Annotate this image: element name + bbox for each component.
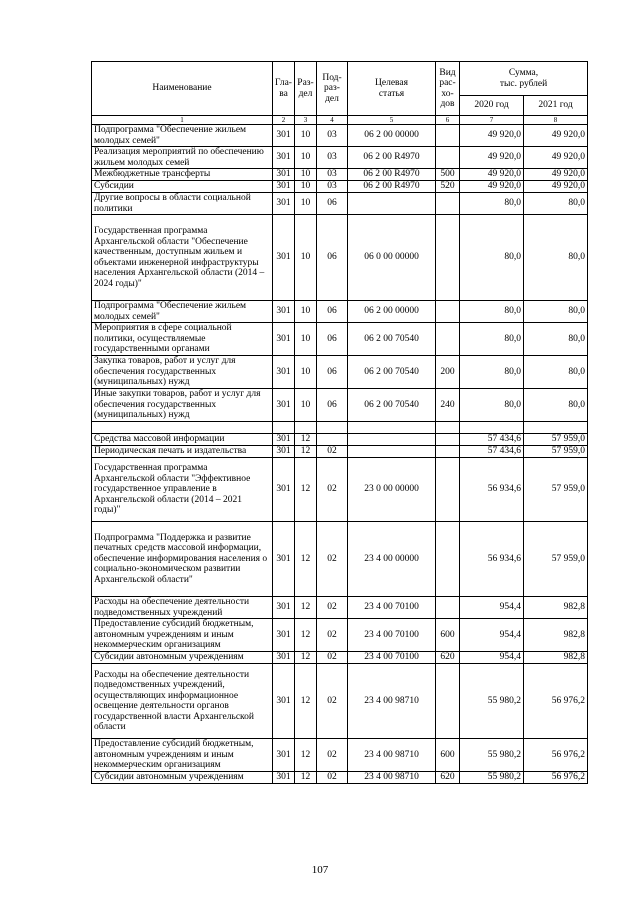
header-target: Целевая статья — [348, 62, 436, 116]
cell-target: 23 4 00 70100 — [348, 597, 436, 619]
table-row — [92, 215, 588, 301]
cell-glava: 301 — [273, 301, 295, 323]
cell-sum-2020: 49 920,0 — [460, 125, 524, 147]
column-number: 3 — [295, 116, 317, 125]
cell-sum-2021: 982,8 — [524, 619, 588, 652]
cell-sum-2021: 57 959,0 — [524, 458, 588, 522]
table-row — [92, 739, 588, 772]
cell-vid — [436, 434, 460, 446]
table-row — [92, 422, 588, 434]
cell-podrazdel: 02 — [317, 664, 348, 739]
table-row — [92, 522, 588, 597]
cell-sum-2021: 49 920,0 — [524, 125, 588, 147]
table-row — [92, 772, 588, 784]
cell-sum-2020: 56 934,6 — [460, 522, 524, 597]
cell-name: Иные закупки товаров, работ и услуг для обеспечения государственных (муниципальных) нужд — [92, 389, 273, 422]
cell-name: Закупка товаров, работ и услуг для обеспечения государственных (муниципальных) нужд — [92, 356, 273, 389]
table-row — [92, 458, 588, 522]
cell-razdel: 10 — [295, 323, 317, 356]
cell-vid: 520 — [436, 181, 460, 193]
cell-podrazdel: 02 — [317, 652, 348, 664]
cell-sum-2020 — [460, 422, 524, 434]
cell-name: Средства массовой информации — [92, 434, 273, 446]
cell-razdel: 12 — [295, 664, 317, 739]
cell-name: Подпрограмма "Обеспечение жильем молодых семей" — [92, 125, 273, 147]
cell-target: 06 2 00 00000 — [348, 301, 436, 323]
table-body — [92, 125, 588, 784]
cell-sum-2021: 982,8 — [524, 597, 588, 619]
cell-sum-2020: 55 980,2 — [460, 739, 524, 772]
cell-sum-2021: 56 976,2 — [524, 772, 588, 784]
cell-razdel: 10 — [295, 181, 317, 193]
cell-vid — [436, 125, 460, 147]
table-row — [92, 125, 588, 147]
table-row — [92, 664, 588, 739]
cell-vid — [436, 597, 460, 619]
cell-podrazdel: 02 — [317, 619, 348, 652]
cell-glava: 301 — [273, 356, 295, 389]
cell-sum-2021: 49 920,0 — [524, 169, 588, 181]
column-number: 4 — [317, 116, 348, 125]
cell-razdel: 12 — [295, 522, 317, 597]
column-number: 6 — [436, 116, 460, 125]
cell-sum-2020: 80,0 — [460, 193, 524, 215]
cell-glava: 301 — [273, 597, 295, 619]
cell-glava: 301 — [273, 664, 295, 739]
column-number: 1 — [92, 116, 273, 125]
cell-vid — [436, 664, 460, 739]
cell-sum-2021: 80,0 — [524, 389, 588, 422]
cell-razdel: 10 — [295, 169, 317, 181]
cell-vid — [436, 522, 460, 597]
cell-razdel: 10 — [295, 301, 317, 323]
cell-glava: 301 — [273, 215, 295, 301]
cell-sum-2021: 57 959,0 — [524, 522, 588, 597]
cell-vid — [436, 147, 460, 169]
cell-podrazdel: 03 — [317, 125, 348, 147]
header-razdel: Раз- дел — [295, 62, 317, 116]
cell-vid: 600 — [436, 619, 460, 652]
cell-glava: 301 — [273, 193, 295, 215]
cell-target: 06 2 00 70540 — [348, 389, 436, 422]
column-number: 8 — [524, 116, 588, 125]
cell-glava: 301 — [273, 446, 295, 458]
page-number: 107 — [311, 864, 329, 876]
cell-glava: 301 — [273, 181, 295, 193]
cell-vid: 500 — [436, 169, 460, 181]
cell-sum-2021: 80,0 — [524, 356, 588, 389]
cell-podrazdel: 02 — [317, 446, 348, 458]
cell-sum-2021: 80,0 — [524, 193, 588, 215]
cell-name: Другие вопросы в области социальной политики — [92, 193, 273, 215]
cell-podrazdel: 06 — [317, 301, 348, 323]
cell-target — [348, 193, 436, 215]
cell-razdel: 10 — [295, 389, 317, 422]
cell-razdel: 12 — [295, 597, 317, 619]
cell-target — [348, 446, 436, 458]
cell-glava: 301 — [273, 169, 295, 181]
cell-sum-2021: 57 959,0 — [524, 434, 588, 446]
cell-sum-2020: 80,0 — [460, 323, 524, 356]
cell-target: 06 2 00 70540 — [348, 323, 436, 356]
cell-podrazdel: 06 — [317, 193, 348, 215]
cell-sum-2020: 55 980,2 — [460, 664, 524, 739]
cell-sum-2020: 954,4 — [460, 652, 524, 664]
column-number-row — [92, 116, 588, 125]
header-glava: Гла- ва — [273, 62, 295, 116]
table-row — [92, 323, 588, 356]
cell-razdel: 10 — [295, 356, 317, 389]
cell-sum-2020: 57 434,6 — [460, 434, 524, 446]
cell-target: 23 4 00 00000 — [348, 522, 436, 597]
cell-sum-2021: 982,8 — [524, 652, 588, 664]
cell-target: 23 4 00 70100 — [348, 652, 436, 664]
cell-name: Предоставление субсидий бюджетным, автономным учреждениям и иным некоммерческим организациям — [92, 739, 273, 772]
cell-podrazdel: 03 — [317, 147, 348, 169]
cell-sum-2020: 954,4 — [460, 619, 524, 652]
table-row — [92, 193, 588, 215]
cell-razdel: 10 — [295, 125, 317, 147]
cell-glava: 301 — [273, 125, 295, 147]
cell-razdel: 12 — [295, 434, 317, 446]
cell-podrazdel: 06 — [317, 215, 348, 301]
cell-name: Субсидии автономным учреждениям — [92, 772, 273, 784]
cell-sum-2020: 55 980,2 — [460, 772, 524, 784]
cell-vid: 600 — [436, 739, 460, 772]
cell-razdel: 12 — [295, 446, 317, 458]
cell-razdel — [295, 422, 317, 434]
table-row — [92, 389, 588, 422]
table-row — [92, 446, 588, 458]
cell-vid: 620 — [436, 652, 460, 664]
cell-target: 06 2 00 R4970 — [348, 169, 436, 181]
header-sum: Сумма, тыс. рублей — [460, 62, 588, 96]
header-podrazdel: Под- раз- дел — [317, 62, 348, 116]
cell-razdel: 12 — [295, 772, 317, 784]
cell-sum-2021: 49 920,0 — [524, 181, 588, 193]
table-row — [92, 619, 588, 652]
cell-vid — [436, 446, 460, 458]
cell-podrazdel: 02 — [317, 597, 348, 619]
table-row — [92, 147, 588, 169]
cell-target: 23 0 00 00000 — [348, 458, 436, 522]
cell-podrazdel: 02 — [317, 772, 348, 784]
cell-name: Расходы на обеспечение деятельности подведомственных учреждений, осуществляющих информационное освещение деятельности органов государственной власти Архангельской области — [92, 664, 273, 739]
cell-razdel: 12 — [295, 619, 317, 652]
cell-name — [92, 422, 273, 434]
cell-sum-2020: 80,0 — [460, 389, 524, 422]
cell-target: 23 4 00 98710 — [348, 739, 436, 772]
cell-glava: 301 — [273, 739, 295, 772]
cell-razdel: 10 — [295, 215, 317, 301]
cell-target: 06 2 00 R4970 — [348, 147, 436, 169]
cell-vid: 200 — [436, 356, 460, 389]
cell-sum-2020: 56 934,6 — [460, 458, 524, 522]
cell-podrazdel: 06 — [317, 323, 348, 356]
cell-target — [348, 422, 436, 434]
header-vid: Вид рас- хо- дов — [436, 62, 460, 116]
cell-glava: 301 — [273, 389, 295, 422]
cell-target: 06 2 00 70540 — [348, 356, 436, 389]
header-2020: 2020 год — [460, 96, 524, 116]
column-number: 2 — [273, 116, 295, 125]
cell-podrazdel: 06 — [317, 389, 348, 422]
cell-podrazdel: 02 — [317, 739, 348, 772]
column-number: 5 — [348, 116, 436, 125]
cell-sum-2020: 954,4 — [460, 597, 524, 619]
cell-glava: 301 — [273, 652, 295, 664]
cell-podrazdel: 06 — [317, 356, 348, 389]
cell-sum-2021: 80,0 — [524, 301, 588, 323]
cell-sum-2021: 56 976,2 — [524, 739, 588, 772]
cell-podrazdel: 02 — [317, 458, 348, 522]
budget-table — [91, 61, 588, 784]
cell-name: Периодическая печать и издательства — [92, 446, 273, 458]
cell-glava: 301 — [273, 147, 295, 169]
cell-sum-2020: 80,0 — [460, 356, 524, 389]
table-row — [92, 356, 588, 389]
header-name: Наименование — [92, 62, 273, 116]
cell-name: Субсидии автономным учреждениям — [92, 652, 273, 664]
cell-name: Реализация мероприятий по обеспечению жильем молодых семей — [92, 147, 273, 169]
cell-vid — [436, 193, 460, 215]
cell-sum-2020: 49 920,0 — [460, 169, 524, 181]
header-2021: 2021 год — [524, 96, 588, 116]
cell-name: Подпрограмма "Поддержка и развитие печатных средств массовой информации, обеспечение информирования населения о социально-экономическом развитии Архангельской области" — [92, 522, 273, 597]
cell-sum-2020: 49 920,0 — [460, 181, 524, 193]
cell-target — [348, 434, 436, 446]
cell-vid: 240 — [436, 389, 460, 422]
cell-sum-2021: 57 959,0 — [524, 446, 588, 458]
table-row — [92, 181, 588, 193]
cell-name: Государственная программа Архангельской области "Обеспечение качественным, доступным жильем и объектами инженерной инфраструктуры населения Архангельской области (2014 – 2024 годы)" — [92, 215, 273, 301]
cell-vid — [436, 422, 460, 434]
cell-name: Подпрограмма "Обеспечение жильем молодых семей" — [92, 301, 273, 323]
cell-podrazdel: 03 — [317, 181, 348, 193]
cell-sum-2020: 57 434,6 — [460, 446, 524, 458]
table-row — [92, 597, 588, 619]
table-row — [92, 301, 588, 323]
cell-glava: 301 — [273, 619, 295, 652]
cell-target: 06 2 00 00000 — [348, 125, 436, 147]
cell-podrazdel: 03 — [317, 169, 348, 181]
table-row — [92, 169, 588, 181]
cell-razdel: 10 — [295, 147, 317, 169]
cell-razdel: 12 — [295, 739, 317, 772]
cell-glava — [273, 422, 295, 434]
cell-name: Субсидии — [92, 181, 273, 193]
cell-sum-2020: 49 920,0 — [460, 147, 524, 169]
cell-podrazdel — [317, 434, 348, 446]
table-row — [92, 652, 588, 664]
cell-vid — [436, 323, 460, 356]
cell-glava: 301 — [273, 323, 295, 356]
cell-glava: 301 — [273, 458, 295, 522]
cell-sum-2021: 49 920,0 — [524, 147, 588, 169]
cell-sum-2020: 80,0 — [460, 215, 524, 301]
cell-razdel: 10 — [295, 193, 317, 215]
cell-podrazdel — [317, 422, 348, 434]
cell-vid: 620 — [436, 772, 460, 784]
cell-name: Межбюджетные трансферты — [92, 169, 273, 181]
cell-target: 23 4 00 70100 — [348, 619, 436, 652]
cell-sum-2021: 56 976,2 — [524, 664, 588, 739]
cell-vid — [436, 301, 460, 323]
cell-vid — [436, 215, 460, 301]
cell-target: 06 0 00 00000 — [348, 215, 436, 301]
cell-sum-2021: 80,0 — [524, 215, 588, 301]
table-row — [92, 434, 588, 446]
cell-glava: 301 — [273, 434, 295, 446]
cell-sum-2020: 80,0 — [460, 301, 524, 323]
cell-vid — [436, 458, 460, 522]
cell-sum-2021 — [524, 422, 588, 434]
cell-target: 23 4 00 98710 — [348, 772, 436, 784]
cell-razdel: 12 — [295, 458, 317, 522]
cell-name: Предоставление субсидий бюджетным, автономным учреждениям и иным некоммерческим организациям — [92, 619, 273, 652]
cell-name: Расходы на обеспечение деятельности подведомственных учреждений — [92, 597, 273, 619]
cell-name: Государственная программа Архангельской области "Эффективное государственное управление в Архангельской области (2014 – 2021 годы)" — [92, 458, 273, 522]
cell-sum-2021: 80,0 — [524, 323, 588, 356]
cell-target: 06 2 00 R4970 — [348, 181, 436, 193]
cell-name: Мероприятия в сфере социальной политики, осуществляемые государственными органами — [92, 323, 273, 356]
cell-razdel: 12 — [295, 652, 317, 664]
cell-glava: 301 — [273, 522, 295, 597]
cell-target: 23 4 00 98710 — [348, 664, 436, 739]
cell-glava: 301 — [273, 772, 295, 784]
cell-podrazdel: 02 — [317, 522, 348, 597]
column-number: 7 — [460, 116, 524, 125]
